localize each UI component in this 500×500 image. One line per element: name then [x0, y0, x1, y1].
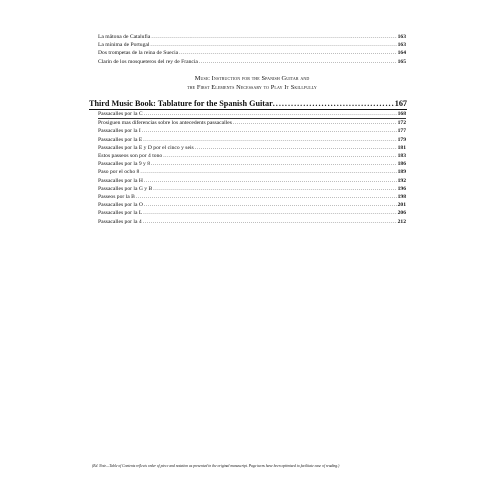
toc-entry-title: Passacalles por la E y D por el cinco y seis	[98, 144, 194, 151]
toc-entry-title: La mâtona de Catalufia	[98, 34, 151, 40]
editor-note: (Ed. Note—Table of Contents reflects order of piece and notation as presented in the original manuscript. Page turns have been optimized to facilitate ease of reading.)	[92, 464, 340, 468]
toc-entry-title: Passacalles por la 9 y 8	[98, 161, 151, 168]
leader-dots	[136, 193, 397, 201]
toc-entry-page: 212	[397, 218, 406, 225]
toc-entry-title: Passacalles por la C	[98, 111, 143, 117]
toc-entry-title: Passacalles por la L	[98, 210, 143, 217]
toc-entry-page: 164	[397, 50, 406, 57]
leader-dots	[144, 201, 397, 209]
toc-entry	[98, 136, 406, 144]
toc-entry	[98, 185, 406, 193]
leader-dots	[195, 144, 397, 152]
toc-entry-title: Passacalles por la G y B	[98, 185, 153, 192]
toc-entry	[98, 168, 406, 176]
toc-entry-title: Passacalles por la I	[98, 128, 141, 135]
toc-entry-page: 179	[397, 136, 406, 143]
toc-entry-page: 206	[397, 210, 406, 217]
toc-entry-page: 192	[397, 177, 406, 184]
toc-entry	[98, 193, 406, 201]
toc-entry-title: Passeos por la B	[98, 194, 135, 201]
toc-entry-page: 189	[397, 169, 406, 176]
toc-entry-title: Estos passeos son por 4 tono	[98, 153, 163, 160]
toc-entry	[98, 110, 406, 119]
leader-dots	[273, 98, 394, 109]
toc-entry-title: Passacalles por la H	[98, 177, 143, 184]
toc-entry-page: 172	[397, 120, 406, 127]
leader-dots	[142, 127, 397, 135]
section-heading	[98, 74, 406, 92]
section-heading-line-2: the First Elements Necessary to Play It Skillfully	[187, 84, 317, 91]
leader-dots	[163, 152, 396, 160]
toc-entry-title: Passacalles por la O	[98, 202, 143, 209]
toc-entry	[98, 160, 406, 168]
toc-entry	[98, 209, 406, 217]
toc-entry	[98, 33, 406, 41]
toc-entry	[98, 41, 406, 49]
leader-dots	[151, 33, 396, 41]
toc-entry-page: 163	[397, 42, 406, 49]
toc-entry-title: La mínima de Portugal	[98, 42, 150, 49]
leader-dots	[199, 58, 397, 66]
toc-entry-page: 201	[397, 202, 406, 209]
toc-entry-page: 181	[397, 144, 406, 151]
toc-entry-page: 198	[397, 194, 406, 201]
leader-dots	[150, 41, 396, 49]
toc-section-1	[98, 33, 406, 66]
toc-entry-page: 196	[397, 185, 406, 192]
toc-entry-page: 163	[397, 34, 406, 40]
book-heading-title: Third Music Book: Tablature for the Spanish Guitar	[89, 99, 273, 108]
toc-entry-page: 186	[397, 161, 406, 168]
toc-entry-title: Paso por el ocho 8	[98, 169, 140, 176]
toc-entry-page: 165	[397, 58, 406, 65]
leader-dots	[140, 168, 396, 176]
toc-entry	[98, 127, 406, 135]
toc-section-2	[98, 110, 406, 226]
book-heading	[89, 98, 407, 110]
leader-dots	[179, 49, 396, 57]
toc-entry-title: Passacalles por la 4	[98, 218, 142, 225]
leader-dots	[144, 177, 397, 185]
leader-dots	[143, 218, 397, 226]
leader-dots	[144, 110, 397, 118]
leader-dots	[143, 209, 396, 217]
leader-dots	[153, 185, 396, 193]
toc-entry	[98, 119, 406, 127]
toc-entry	[98, 152, 406, 160]
toc-entry	[98, 49, 406, 57]
toc-entry	[98, 201, 406, 209]
toc-entry	[98, 218, 406, 226]
toc-entry-title: Passacalles por la E	[98, 136, 143, 143]
leader-dots	[233, 119, 397, 127]
leader-dots	[151, 160, 397, 168]
toc-entry	[98, 177, 406, 185]
toc-entry-title: Clarin de los mosqueteros del rey de Francia	[98, 58, 198, 65]
toc-entry	[98, 144, 406, 152]
section-heading-line-1: Music Instruction for the Spanish Guitar and	[194, 75, 310, 82]
toc-entry-title: Prosiguen mas diferencias sobre los antecedents passacalles	[98, 120, 232, 127]
leader-dots	[143, 136, 396, 144]
toc-entry-title: Dos trompetas de la reina de Suecia	[98, 50, 179, 57]
toc-entry-page: 168	[397, 111, 406, 117]
toc-entry-page: 183	[397, 153, 406, 160]
book-heading-page: 167	[394, 99, 407, 108]
toc-entry-page: 177	[397, 128, 406, 135]
toc-entry	[98, 58, 406, 66]
